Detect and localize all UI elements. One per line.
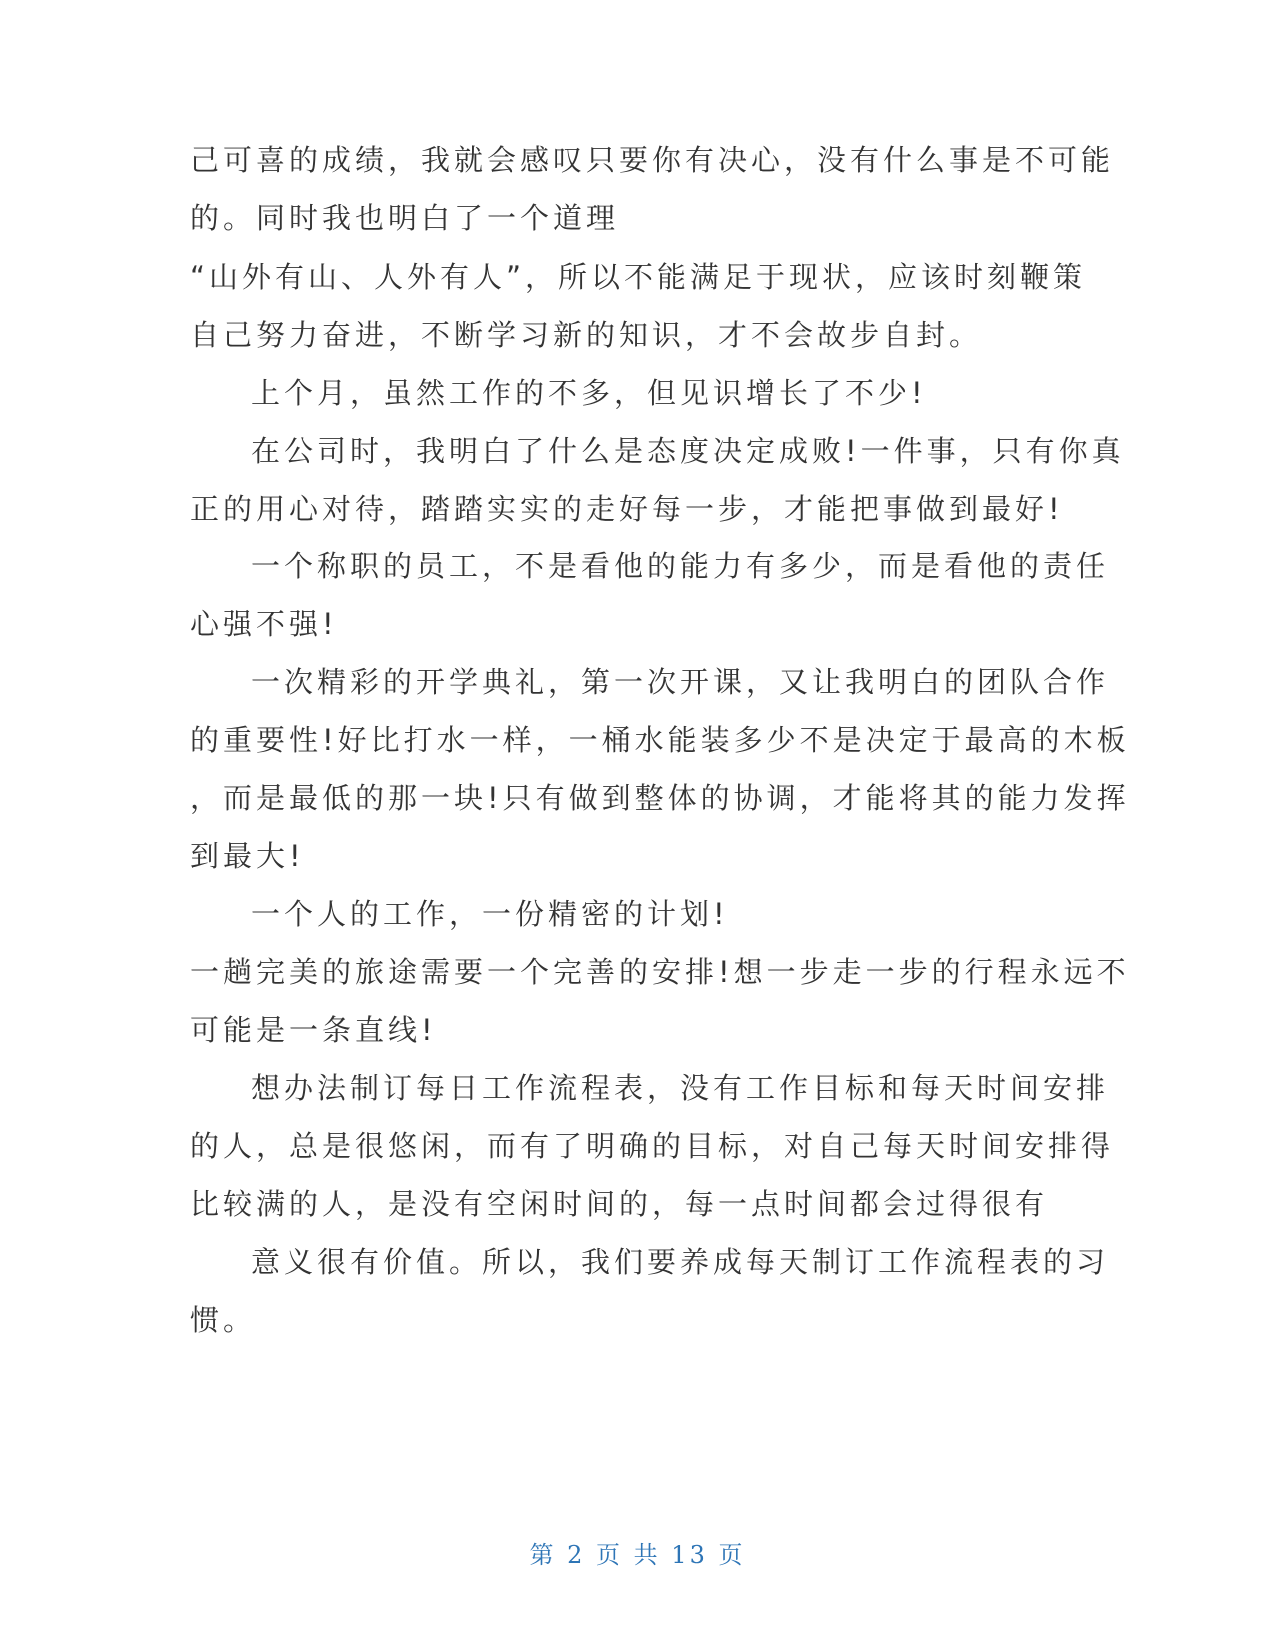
text-line: 可能是一条直线! xyxy=(190,1013,437,1047)
text-line: 的人，总是很悠闲，而有了明确的目标，对自己每天时间安排得 xyxy=(190,1129,1115,1163)
text-line: 自己努力奋进，不断学习新的知识，才不会故步自封。 xyxy=(190,318,983,352)
text-line: 比较满的人，是没有空闲时间的，每一点时间都会过得很有 xyxy=(190,1187,1049,1221)
text-line: 正的用心对待，踏踏实实的走好每一步，才能把事做到最好! xyxy=(190,492,1064,526)
text-line: 一个称职的员工，不是看他的能力有多少，而是看他的责任 xyxy=(251,549,1110,583)
text-line: 一次精彩的开学典礼，第一次开课，又让我明白的团队合作 xyxy=(251,665,1110,699)
text-line: “山外有山、人外有人”，所以不能满足于现状，应该时刻鞭策 xyxy=(190,260,1087,294)
text-line: 到最大! xyxy=(190,839,305,873)
text-line: 一趟完美的旅途需要一个完善的安排!想一步走一步的行程永远不 xyxy=(190,955,1130,989)
text-line: 上个月，虽然工作的不多，但见识增长了不少! xyxy=(251,376,927,410)
text-line: 己可喜的成绩，我就会感叹只要你有决心，没有什么事是不可能 xyxy=(190,143,1115,177)
text-line: ，而是最低的那一块!只有做到整体的协调，才能将其的能力发挥 xyxy=(190,781,1130,815)
text-line: 惯。 xyxy=(190,1303,257,1337)
text-line: 心强不强! xyxy=(190,607,338,641)
text-line: 的。同时我也明白了一个道理 xyxy=(190,201,620,235)
text-line: 意义很有价值。所以，我们要养成每天制订工作流程表的习 xyxy=(251,1245,1110,1279)
text-line: 一个人的工作，一份精密的计划! xyxy=(251,897,729,931)
page-number-footer: 第 2 页 共 13 页 xyxy=(529,1541,746,1569)
text-line: 在公司时，我明白了什么是态度决定成败!一件事，只有你真 xyxy=(251,434,1125,468)
text-line: 想办法制订每日工作流程表，没有工作目标和每天时间安排 xyxy=(251,1071,1110,1105)
text-line: 的重要性!好比打水一样，一桶水能装多少不是决定于最高的木板 xyxy=(190,723,1130,757)
